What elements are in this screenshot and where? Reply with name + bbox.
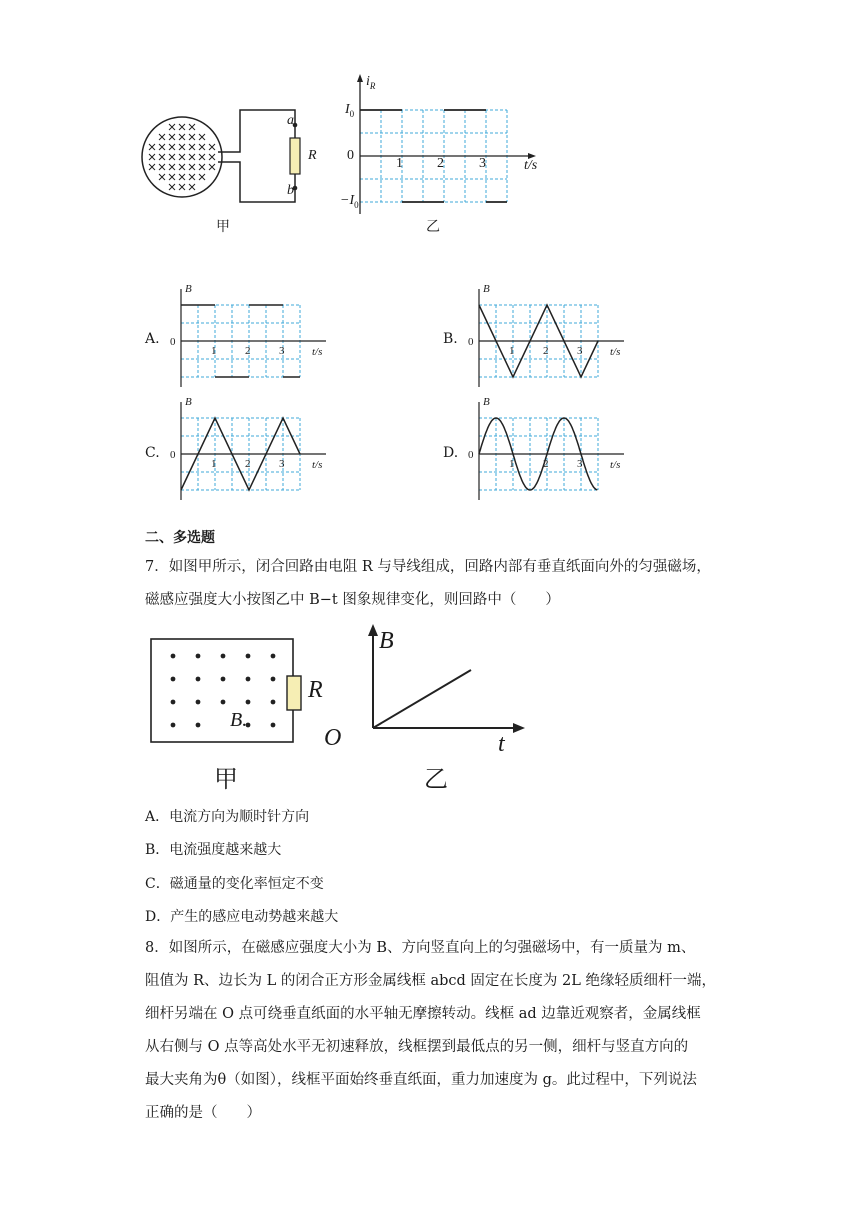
cross-mark: [179, 174, 185, 180]
cross-mark: [199, 164, 205, 170]
q7-circuit-figure: [148, 636, 308, 746]
cross-mark: [159, 144, 165, 150]
top-circuit-figure: [140, 100, 330, 210]
cross-mark: [179, 124, 185, 130]
field-dot: [271, 700, 276, 705]
axis-label-ts: t/s: [312, 459, 323, 471]
cross-mark: [199, 144, 205, 150]
caption-jia-top: 甲: [216, 219, 230, 235]
option-A-graph: [168, 283, 338, 388]
cross-mark: [189, 134, 195, 140]
origin-label: 0: [468, 336, 474, 348]
cross-mark: [209, 144, 215, 150]
q7-label-B: B.: [230, 709, 248, 731]
q7-resistor: [287, 676, 301, 710]
tick-1-top: 1: [396, 156, 403, 171]
field-dot: [246, 677, 251, 682]
option-D-graph: [466, 396, 636, 501]
cross-mark: [179, 184, 185, 190]
caption-yi-top: 乙: [426, 219, 440, 235]
cross-mark: [159, 134, 165, 140]
cross-mark: [149, 144, 155, 150]
q7-x-arrow: [513, 723, 525, 733]
axis-label-B: B: [483, 283, 490, 295]
current-time-graph: [340, 70, 540, 220]
cross-mark: [169, 144, 175, 150]
tick-label: 2: [245, 345, 251, 357]
cross-mark: [159, 174, 165, 180]
field-dot: [246, 700, 251, 705]
y-axis-arrow: [357, 74, 363, 82]
tick-label: 1: [211, 345, 217, 357]
field-dot: [271, 654, 276, 659]
q7-axis-B: B: [379, 628, 394, 654]
origin-label: 0: [170, 336, 176, 348]
field-dot: [171, 723, 176, 728]
cross-mark: [199, 154, 205, 160]
q8-line-1: 8．如图所示，在磁感应强度大小为 B、方向竖直向上的匀强磁场中，有一质量为 m、: [145, 940, 696, 956]
label-I0: $I_0$: [345, 102, 355, 119]
label-minus-I0: $-I_0$: [340, 193, 359, 210]
option-A-letter: A.: [145, 331, 160, 347]
field-crosses: [149, 124, 215, 190]
cross-mark: [199, 134, 205, 140]
axis-label-ts: t/s: [610, 459, 621, 471]
field-dot: [221, 677, 226, 682]
cross-mark: [189, 184, 195, 190]
option-B-graph: [466, 283, 636, 388]
axis-label-ts: t/s: [610, 346, 621, 358]
axis-label-ts-top: t/s: [524, 158, 538, 173]
field-dot: [196, 654, 201, 659]
q7-origin-O: O: [324, 725, 342, 751]
label-a: a: [287, 113, 294, 128]
cross-mark: [179, 134, 185, 140]
tick-label: 1: [509, 345, 515, 357]
option-D-letter: D.: [443, 445, 459, 461]
option-B-letter: B.: [443, 331, 458, 347]
q7-caption-yi: 乙: [424, 765, 448, 793]
q8-line-3: 细杆另端在 O 点可绕垂直纸面的水平轴无摩擦转动。线框 ad 边靠近观察者，金属线框: [145, 1006, 701, 1022]
q8-line-2: 阻值为 R、边长为 L 的闭合正方形金属线框 abcd 固定在长度为 2L 绝缘轻质细杆一端，: [145, 973, 716, 989]
q7-label-R: R: [308, 677, 323, 703]
q7-option-C: C．磁通量的变化率恒定不变: [145, 876, 324, 892]
tick-label: 1: [509, 458, 515, 470]
q7-line-2: 磁感应强度大小按图乙中 B−t 图象规律变化，则回路中（ ）: [145, 592, 560, 608]
tick-2-top: 2: [437, 156, 444, 171]
tick-label: 3: [279, 458, 285, 470]
origin-label: 0: [170, 449, 176, 461]
q7-b-line: [373, 670, 471, 728]
cross-mark: [189, 164, 195, 170]
field-dot: [271, 723, 276, 728]
cross-mark: [179, 164, 185, 170]
field-dot: [196, 677, 201, 682]
cross-mark: [179, 154, 185, 160]
axis-label-ts: t/s: [312, 346, 323, 358]
option-C-letter: C.: [145, 445, 160, 461]
q7-caption-jia: 甲: [214, 765, 238, 793]
q7-field-dots: [171, 654, 276, 728]
label-R: R: [308, 148, 317, 163]
field-dot: [271, 677, 276, 682]
cross-mark: [169, 154, 175, 160]
tick-label: 2: [245, 458, 251, 470]
q7-option-B: B．电流强度越来越大: [145, 842, 282, 858]
cross-mark: [189, 124, 195, 130]
q7-y-arrow: [368, 624, 378, 636]
q7-option-D: D．产生的感应电动势越来越大: [145, 909, 339, 925]
tick-label: 3: [279, 345, 285, 357]
field-dot: [171, 654, 176, 659]
label-b: b: [287, 183, 294, 198]
field-dot: [221, 654, 226, 659]
tick-label: 2: [543, 458, 549, 470]
cross-mark: [159, 164, 165, 170]
cross-mark: [189, 144, 195, 150]
axis-label-i: $i_R$: [366, 74, 376, 91]
tick-label: 3: [577, 345, 583, 357]
cross-mark: [169, 184, 175, 190]
axis-label-B: B: [185, 396, 192, 408]
origin-label: 0: [468, 449, 474, 461]
cross-mark: [189, 174, 195, 180]
tick-label: 3: [577, 458, 583, 470]
cross-mark: [169, 134, 175, 140]
cross-mark: [169, 164, 175, 170]
axis-label-B: B: [483, 396, 490, 408]
cross-mark: [169, 174, 175, 180]
resistor-R: [290, 138, 300, 174]
field-dot: [171, 677, 176, 682]
wire-lower: [218, 162, 295, 202]
q8-line-5: 最大夹角为θ（如图），线框平面始终垂直纸面，重力加速度为 g。此过程中，下列说法: [145, 1072, 697, 1088]
cross-mark: [189, 154, 195, 160]
field-dot: [196, 700, 201, 705]
q7-option-A: A．电流方向为顺时针方向: [145, 809, 310, 825]
cross-mark: [159, 154, 165, 160]
tick-label: 1: [211, 458, 217, 470]
q7-line-1: 7．如图甲所示，闭合回路由电阻 R 与导线组成，回路内部有垂直纸面向外的匀强磁场，: [145, 559, 711, 575]
label-origin-top: 0: [347, 148, 354, 163]
tick-3-top: 3: [479, 156, 486, 171]
cross-mark: [179, 144, 185, 150]
q7-axis-t: t: [498, 731, 505, 757]
field-dot: [171, 700, 176, 705]
cross-mark: [149, 154, 155, 160]
cross-mark: [169, 124, 175, 130]
q8-line-6: 正确的是（ ）: [145, 1105, 261, 1121]
cross-mark: [209, 164, 215, 170]
q8-line-4: 从右侧与 O 点等高处水平无初速释放，线框摆到最低点的另一侧，细杆与竖直方向的: [145, 1039, 689, 1055]
wire-upper: [218, 110, 295, 152]
field-dot: [196, 723, 201, 728]
field-dot: [221, 700, 226, 705]
cross-mark: [199, 174, 205, 180]
cross-mark: [209, 154, 215, 160]
tick-label: 2: [543, 345, 549, 357]
section-title: 二、多选题: [145, 530, 215, 546]
cross-mark: [149, 164, 155, 170]
axis-label-B: B: [185, 283, 192, 295]
field-dot: [246, 654, 251, 659]
option-C-graph: [168, 396, 338, 501]
